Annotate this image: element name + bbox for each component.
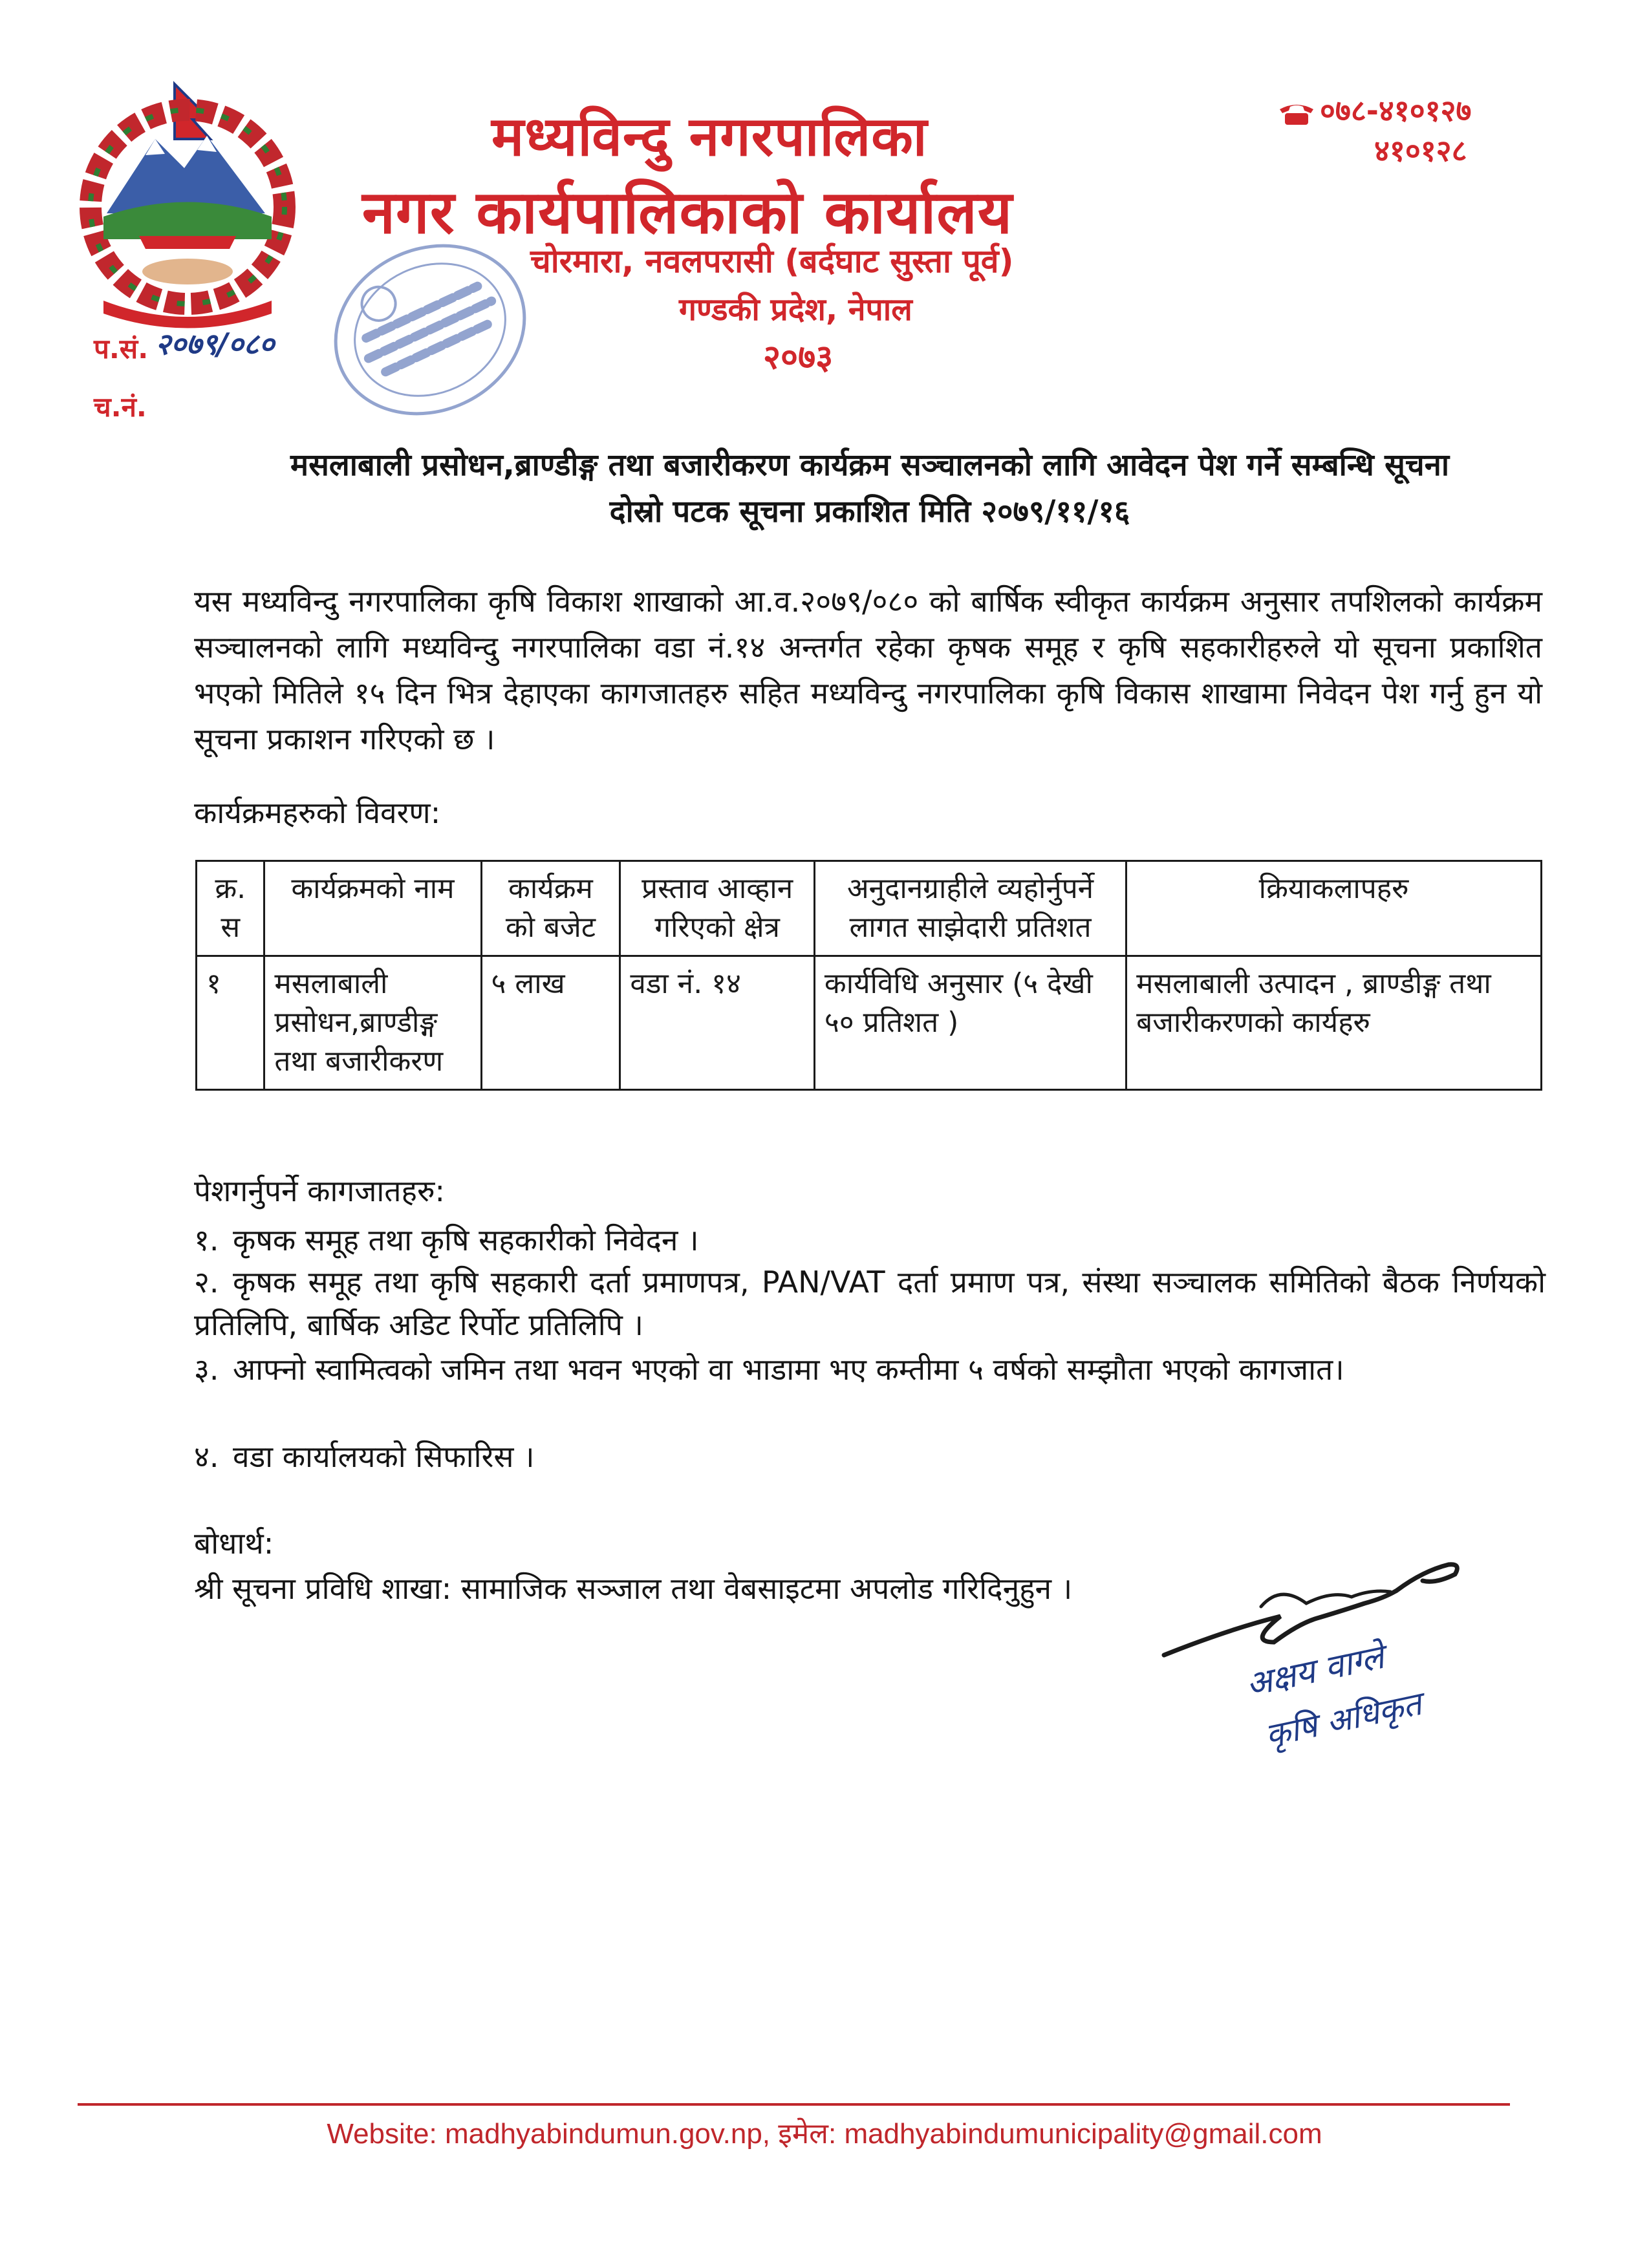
- signatory-name: अक्षय वाग्ले: [1242, 1637, 1388, 1705]
- column-header-program-name: कार्यक्रमको नाम: [264, 861, 481, 956]
- column-header-cost-share: अनुदानग्राहीले व्यहोर्नुपर्ने लागत साझेदारी प्रतिशत: [814, 861, 1126, 956]
- reference-number-label: प.सं.: [94, 333, 149, 365]
- list-item-text: कृषक समूह तथा कृषि सहकारीको निवेदन ।: [233, 1223, 699, 1257]
- nepal-emblem-logo: [78, 78, 297, 330]
- notice-title: मसलाबाली प्रसोधन,ब्राण्डीङ्ग तथा बजारीकरण कार्यक्रम सञ्चालनको लागि आवेदन पेश गर्ने सम्बन्धि सूचना: [290, 447, 1450, 483]
- list-item-number: ३.: [194, 1352, 219, 1387]
- phone-number-2: ४१०१२८: [1374, 133, 1467, 168]
- cell-program-name: मसलाबाली प्रसोधन,ब्राण्डीङ्ग तथा बजारीकरण: [264, 956, 481, 1090]
- cell-cost-share: कार्यविधि अनुसार (५ देखी ५० प्रतिशत ): [814, 956, 1126, 1090]
- table-row: [197, 956, 1542, 1090]
- column-header-area: प्रस्ताव आव्हान गरिएको क्षेत्र: [620, 861, 815, 956]
- list-item: [194, 1261, 1546, 1346]
- list-item-text: आफ्नो स्वामित्वको जमिन तथा भवन भएको वा भाडामा भए कम्तीमा ५ वर्षको सम्झौता भएको कागजात।: [233, 1352, 1344, 1387]
- address-line-2: गण्डकी प्रदेश, नेपाल: [679, 292, 912, 328]
- list-item-number: १.: [194, 1223, 219, 1257]
- established-year: २०७३: [763, 338, 834, 377]
- telephone-icon: [1277, 100, 1316, 126]
- signatory-title: कृषि अधिकृत: [1262, 1684, 1425, 1755]
- phone-block: [1277, 91, 1471, 171]
- cc-line: श्री सूचना प्रविधि शाखा: सामाजिक सञ्जाल तथा वेबसाइटमा अपलोड गरिदिनुहुन ।: [194, 1571, 1073, 1606]
- program-table: [195, 860, 1542, 1091]
- address-line-1: चोरमारा, नवलपरासी (बर्दघाट सुस्ता पूर्व): [530, 242, 1014, 280]
- column-header-budget: कार्यक्रम को बजेट: [481, 861, 620, 956]
- list-item-text: वडा कार्यालयको सिफारिस ।: [233, 1439, 535, 1474]
- intro-paragraph: यस मध्यविन्दु नगरपालिका कृषि विकाश शाखाको आ.व.२०७९/०८० को बार्षिक स्वीकृत कार्यक्रम अनुसार तपशिलको कार्यक्रम सञ्चालनको लागि मध्यविन्दु नगरपालिका वडा नं.१४ अन्तर्गत रहेका कृषक समूह र कृषि सहकारीहरुले यो सूचना प्रकाशित भएको मितिले १५ दिन भित्र देहाएका कागजातहरु सहित मध्यविन्दु नगरपालिका कृषि विकास शाखामा निवेदन पेश गर्नु हुन यो सूचना प्रकाशन गरिएको छ ।: [194, 584, 1542, 756]
- documents-heading: पेशगर्नुपर्ने कागजातहरु:: [194, 1173, 445, 1208]
- cell-area: वडा नं. १४: [620, 956, 815, 1090]
- column-header-activities: क्रियाकलापहरु: [1126, 861, 1542, 956]
- cc-heading: बोधार्थ:: [194, 1526, 274, 1561]
- table-header-row: [197, 861, 1542, 956]
- reference-number-value: २०७९/०८०: [155, 326, 275, 361]
- phone-number-1: ०७८-४१०१२७: [1320, 93, 1472, 128]
- list-item: [194, 1219, 1546, 1261]
- cell-serial: १: [197, 956, 264, 1090]
- footer-divider: [78, 2103, 1510, 2106]
- cell-budget: ५ लाख: [481, 956, 620, 1090]
- column-header-serial: क्र. स: [197, 861, 264, 956]
- office-name: नगर कार्यपालिकाको कार्यालय: [362, 178, 1013, 247]
- list-item: [194, 1348, 1546, 1391]
- list-item-number: ४.: [194, 1439, 219, 1474]
- list-item-text: कृषक समूह तथा कृषि सहकारी दर्ता प्रमाणपत्र, PAN/VAT दर्ता प्रमाण पत्र, संस्था सञ्चालक समितिको बैठक निर्णयको प्रतिलिपि, बार्षिक अडिट रिर्पोट प्रतिलिपि ।: [194, 1265, 1546, 1342]
- programs-heading: कार्यक्रमहरुको विवरण:: [194, 795, 441, 830]
- dispatch-number-label: च.नं.: [94, 391, 147, 423]
- footer-contact: Website: madhyabindumun.gov.np, इमेल: madhyabindumunicipality@gmail.com: [327, 2118, 1322, 2150]
- list-item: [194, 1435, 1546, 1478]
- municipality-name: मध्यविन्दु नगरपालिका: [491, 105, 928, 168]
- cell-activities: मसलाबाली उत्पादन , ब्राण्डीङ्ग तथा बजारीकरणको कार्यहरु: [1126, 956, 1542, 1090]
- office-stamp: [323, 233, 537, 427]
- publish-date-line: दोस्रो पटक सूचना प्रकाशित मिति २०७९/११/१६: [609, 494, 1130, 530]
- list-item-number: २.: [194, 1265, 219, 1300]
